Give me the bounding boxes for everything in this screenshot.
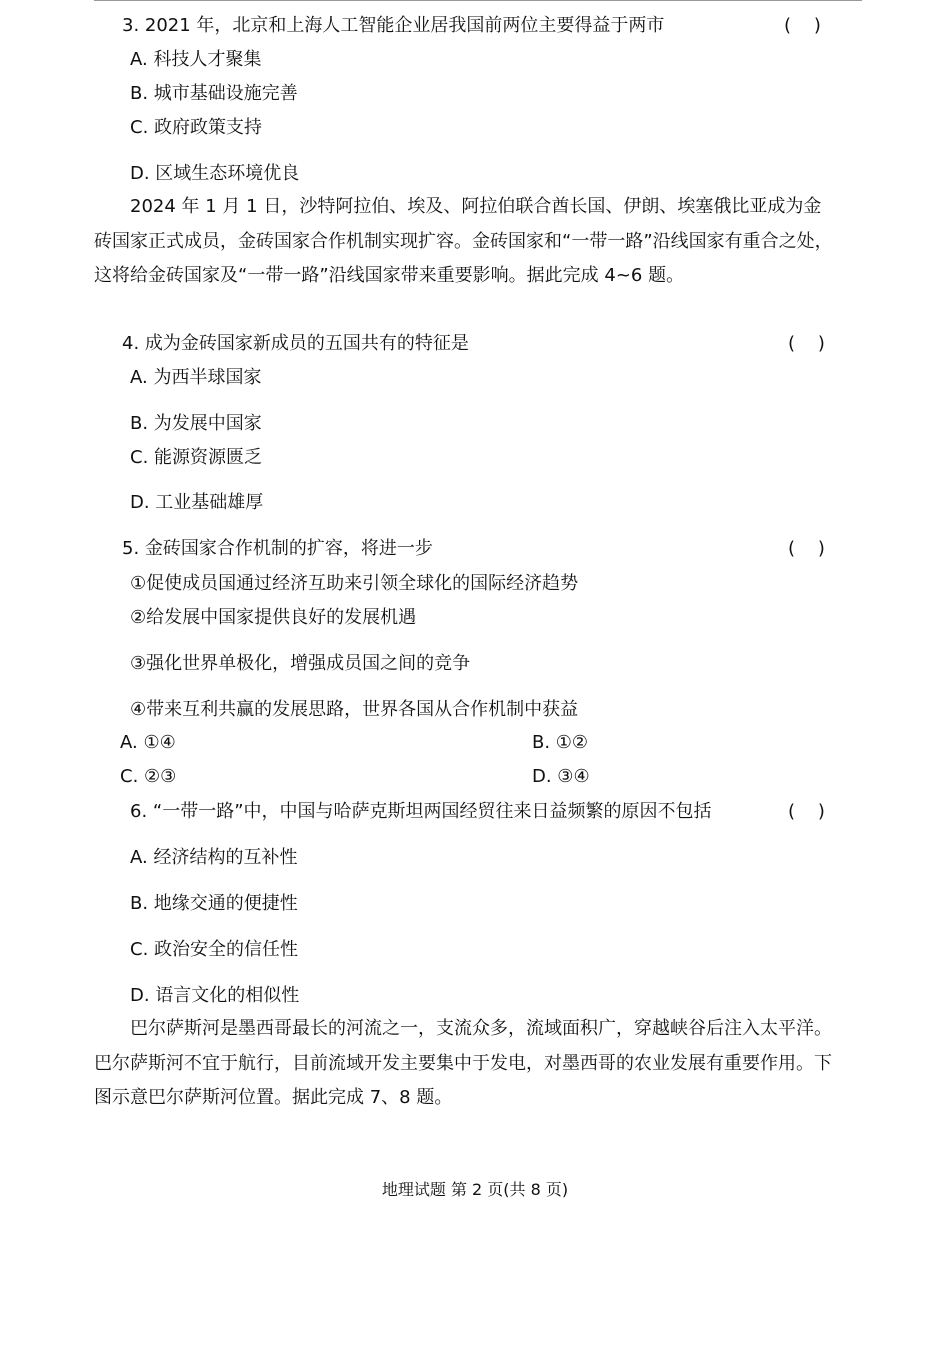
q3-option-b: B. 城市基础设施完善 [130,83,298,104]
q5-answer-blank: ( ) [788,538,825,559]
q3-answer-blank: ( ) [784,15,821,36]
q6-answer-blank: ( ) [788,801,825,822]
q4-answer-blank: ( ) [788,333,825,354]
q6-option-b: B. 地缘交通的便捷性 [130,893,298,914]
q5-statement-2: ②给发展中国家提供良好的发展机遇 [130,607,417,628]
q4-option-b: B. 为发展中国家 [130,413,262,434]
q5-statement-1: ①促使成员国通过经济互助来引领全球化的国际经济趋势 [130,573,579,594]
q3-option-a: A. 科技人才聚集 [130,49,262,70]
q5-option-b: B. ①② [532,732,589,753]
q5-statement-4: ④带来互利共赢的发展思路，世界各国从合作机制中获益 [130,699,579,720]
q6-stem: 6. “一带一路”中，中国与哈萨克斯坦两国经贸往来日益频繁的原因不包括 [130,801,712,822]
q3-option-c: C. 政府政策支持 [130,117,263,138]
q6-option-d: D. 语言文化的相似性 [130,985,300,1006]
q3-option-d: D. 区域生态环境优良 [130,163,300,184]
q5-option-c: C. ②③ [120,766,177,787]
q5-statement-3: ③强化世界单极化，增强成员国之间的竞争 [130,653,471,674]
q5-stem: 5. 金砖国家合作机制的扩容，将进一步 [122,538,433,559]
q5-option-d: D. ③④ [532,766,590,787]
q5-option-a: A. ①④ [120,732,176,753]
q4-stem: 4. 成为金砖国家新成员的五国共有的特征是 [122,333,469,354]
passage-brics: 2024 年 1 月 1 日，沙特阿拉伯、埃及、阿拉伯联合酋长国、伊朗、埃塞俄比亚成为金砖国家正式成员，金砖国家合作机制实现扩容。金砖国家和“一带一路”沿线国家有重合之处，这将给金砖国家及“一带一路”沿线国家带来重要影响。据此完成 4~6 题。 [94,196,833,286]
q4-option-d: D. 工业基础雄厚 [130,492,264,513]
q3-stem: 3. 2021 年，北京和上海人工智能企业居我国前两位主要得益于两市 [122,15,665,36]
q6-option-a: A. 经济结构的互补性 [130,847,298,868]
q6-option-c: C. 政治安全的信任性 [130,939,299,960]
page-footer: 地理试题 第 2 页(共 8 页) [381,1180,569,1199]
q4-option-a: A. 为西半球国家 [130,367,262,388]
passage-balsas-river: 巴尔萨斯河是墨西哥最长的河流之一，支流众多，流域面积广，穿越峡谷后注入太平洋。巴尔萨斯河不宜于航行，目前流域开发主要集中于发电，对墨西哥的农业发展有重要作用。下图示意巴尔萨斯河位置。据此完成 7、8 题。 [94,1018,832,1108]
top-rule [94,0,862,1]
q4-option-c: C. 能源资源匮乏 [130,447,263,468]
